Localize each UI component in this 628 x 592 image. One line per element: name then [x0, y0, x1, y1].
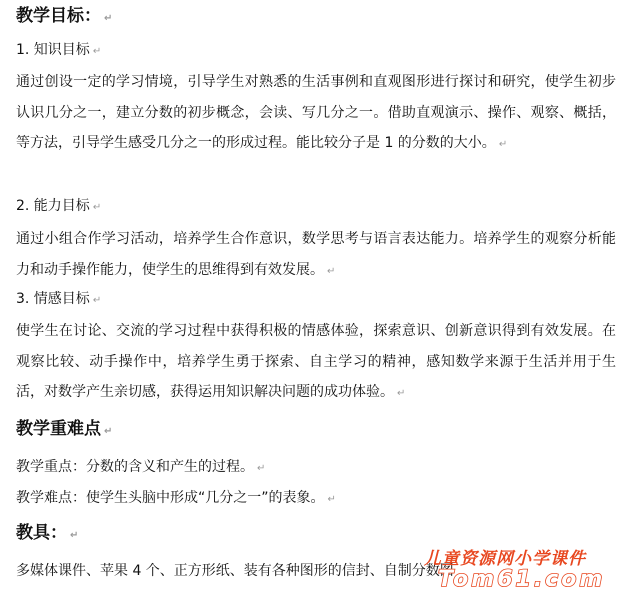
heading-teaching-goals — [16, 5, 112, 30]
return-mark-icon: ↵ — [92, 295, 102, 306]
return-mark-icon: ↵ — [70, 530, 79, 541]
paragraph-text: 通过创设一定的学习情境，引导学生对熟悉的生活事例和直观图形进行探讨和研究，使学生初步认识几分之一，建立分数的初步概念，会读、写几分之一。借助直观演示、操作、观察、概括，等方法，引导学生感受几分之一的形成过程。能比较分子是 1 的分数的大小。 — [16, 74, 616, 151]
return-mark-icon: ↵ — [104, 13, 113, 24]
paragraph-knowledge-goal — [16, 67, 616, 161]
heading-text: 教学目标： — [16, 6, 101, 26]
paragraph-text: 通过小组合作学习活动，培养学生合作意识，数学思考与语言表达能力。培养学生的观察分析能力和动手操作能力，使学生的思维得到有效发展。 — [16, 231, 616, 278]
tools-text: 多媒体课件、苹果 4 个、正方形纸、装有各种图形的信封、自制分数图 — [16, 563, 454, 579]
subheading-knowledge-goal — [16, 40, 101, 62]
heading-key-difficult-points — [16, 418, 112, 443]
subheading-text: 3. 情感目标 — [16, 291, 90, 307]
subheading-emotion-goal — [16, 289, 101, 311]
tools-line — [16, 561, 454, 581]
heading-text: 教具： — [16, 523, 67, 543]
return-mark-icon: ↵ — [327, 265, 336, 277]
return-mark-icon: ↵ — [498, 139, 508, 150]
watermark-logo-text: Tom61.com — [438, 567, 606, 591]
watermark-title: 儿童资源网小学课件 — [424, 549, 586, 569]
site-watermark — [424, 544, 624, 592]
heading-text: 教学重难点 — [16, 419, 101, 439]
watermark-logo — [436, 565, 626, 591]
return-mark-icon: ↵ — [92, 46, 102, 57]
subheading-text: 1. 知识目标 — [16, 42, 90, 58]
key-point-text: 教学重点：分数的含义和产生的过程。 — [16, 459, 254, 475]
subheading-ability-goal — [16, 196, 101, 218]
return-mark-icon: ↵ — [92, 202, 102, 213]
return-mark-icon: ↵ — [257, 463, 266, 474]
return-mark-icon: ↵ — [104, 426, 113, 437]
return-mark-icon: ↵ — [327, 494, 336, 505]
heading-teaching-tools — [16, 522, 78, 547]
subheading-text: 2. 能力目标 — [16, 198, 90, 214]
return-mark-icon: ↵ — [397, 388, 406, 399]
difficult-point-line — [16, 488, 336, 510]
difficult-point-text: 教学难点：使学生头脑中形成“几分之一”的表象。 — [16, 490, 325, 506]
paragraph-text: 使学生在讨论、交流的学习过程中获得积极的情感体验，探索意识、创新意识得到有效发展。在观察比较、动手操作中，培养学生勇于探索、自主学习的精神，感知数学来源于生活并用于生活，对数学产生亲切感，获得运用知识解决问题的成功体验。 — [16, 323, 616, 400]
key-point-line — [16, 457, 265, 479]
paragraph-emotion-goal — [16, 316, 616, 410]
paragraph-ability-goal — [16, 224, 616, 287]
